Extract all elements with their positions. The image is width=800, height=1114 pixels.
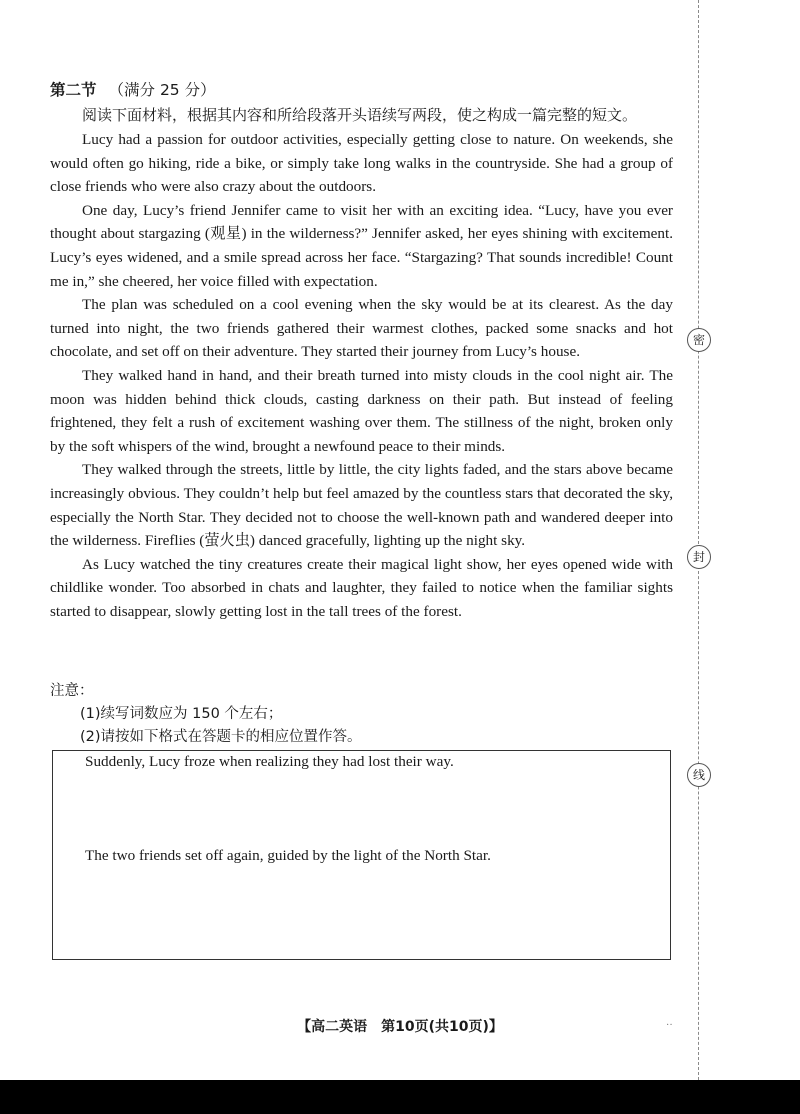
notes-block	[50, 680, 362, 749]
passage-paragraph: The plan was scheduled on a cool evening when the sky would be at its clearest. As the day turned into night, the two friends gathered their warmest clothes, packed some snacks and hot chocolate, and set off on their adventure. They started their journey from Lucy’s house.	[50, 296, 673, 361]
page-footer: 【高二英语 第10页(共10页)】	[297, 1019, 503, 1035]
scan-bottom-bar	[0, 1080, 800, 1114]
seal-mi: 密	[687, 328, 711, 352]
passage-paragraph: Lucy had a passion for outdoor activities, especially getting close to nature. On weekends, she would often go hiking, ride a bike, or simply take long walks in the countryside. She had a group of close friends who were also crazy about the outdoors.	[50, 131, 673, 196]
section-score: （满分 25 分）	[108, 81, 216, 99]
note-item: (2)请按如下格式在答题卡的相应位置作答。	[80, 729, 362, 745]
passage-paragraph: They walked hand in hand, and their breath turned into misty clouds in the cool night air. The moon was hidden behind thick clouds, casting darkness on their path. But instead of feeling frightened, they felt a rush of excitement washing over them. The stillness of the night, broken only by the soft whispers of the wind, brought a newfound peace to their minds.	[50, 366, 673, 455]
seal-xian: 线	[687, 763, 711, 787]
reading-passage	[50, 128, 673, 623]
passage-paragraph: As Lucy watched the tiny creatures create their magical light show, her eyes opened wide with childlike wonder. Too absorbed in chats and laughter, they failed to notice when the familiar sights started to disappear, slowly getting lost in the tall trees of the forest.	[50, 555, 673, 620]
note-item: (1)续写词数应为 150 个左右；	[80, 706, 283, 722]
passage-paragraph: One day, Lucy’s friend Jennifer came to visit her with an exciting idea. “Lucy, have you ever thought about stargazing (观星) in the wilderness?” Jennifer asked, her eyes shining with excitement. Lucy’s eyes widened, and a smile spread across her face. “Stargazing? That sounds incredible! Count me in,” she cheered, her voice filled with expectation.	[50, 201, 673, 290]
section-title: 第二节	[50, 81, 97, 99]
section-heading	[50, 78, 216, 100]
paragraph2-opening: The two friends set off again, guided by the light of the North Star.	[85, 847, 491, 864]
footer-mark: ··	[666, 1020, 673, 1031]
paragraph1-opening: Suddenly, Lucy froze when realizing they had lost their way.	[85, 753, 454, 770]
answer-box[interactable]	[52, 750, 671, 960]
binding-dashed-line	[698, 0, 699, 1080]
notes-label: 注意：	[50, 683, 94, 699]
seal-feng: 封	[687, 545, 711, 569]
task-instruction: 阅读下面材料，根据其内容和所给段落开头语续写两段，使之构成一篇完整的短文。	[82, 106, 638, 124]
passage-paragraph: They walked through the streets, little by little, the city lights faded, and the stars above became increasingly obvious. They couldn’t help but feel amazed by the countless stars that decorated the sky, especially the North Star. They decided not to choose the well-known path and wandered deeper into the wilderness. Fireflies (萤火虫) danced gracefully, lighting up the night sky.	[50, 461, 673, 550]
